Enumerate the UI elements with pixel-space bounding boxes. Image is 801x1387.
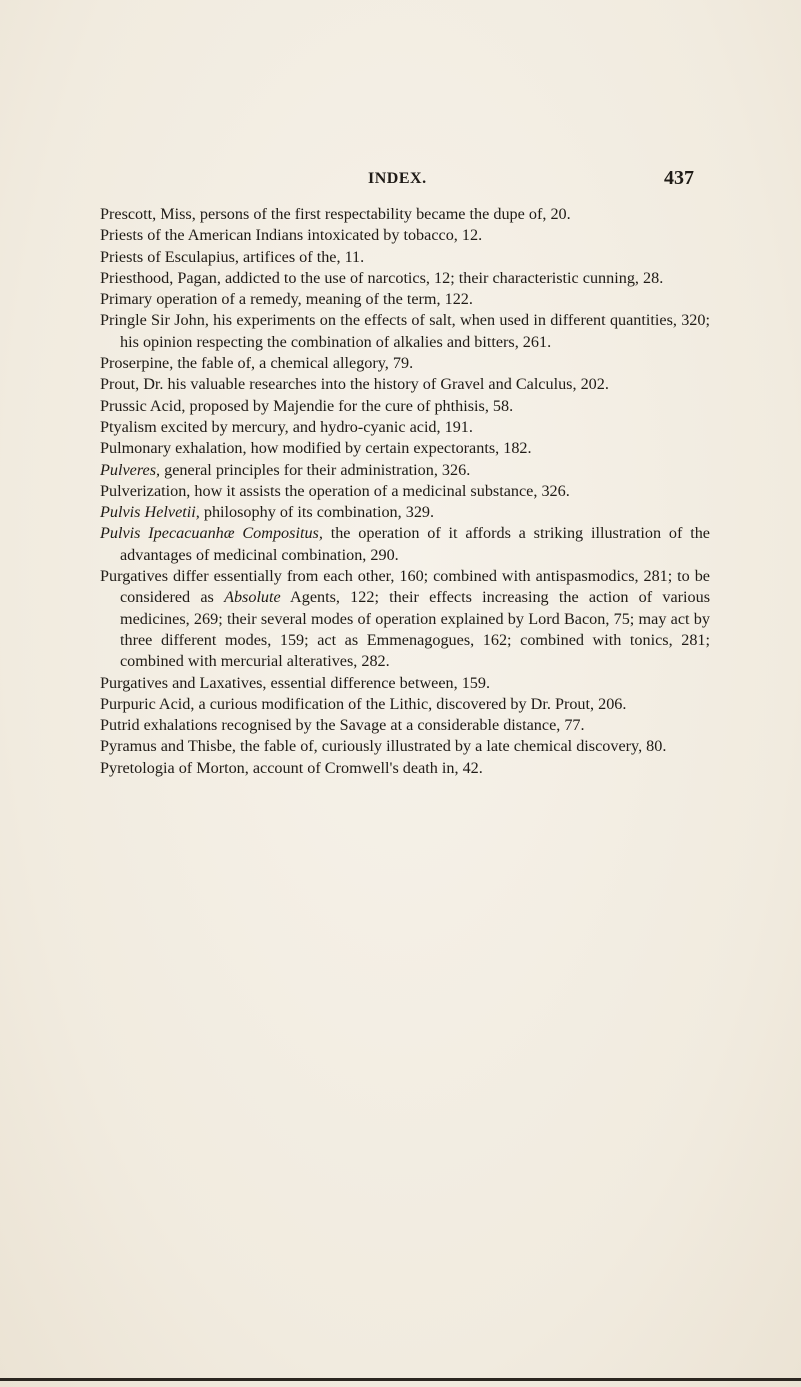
index-entry xyxy=(100,523,710,566)
index-entry xyxy=(100,396,710,417)
entry-text: general principles for their administration, 326. xyxy=(160,460,471,479)
index-entry xyxy=(100,715,710,736)
entry-head: Purgatives xyxy=(100,567,169,586)
page-number: 437 xyxy=(664,167,694,189)
entry-text: persons of the first respectability became the dupe of, 20. xyxy=(195,205,571,223)
entry-head: Pyretologia xyxy=(100,758,175,777)
index-entry xyxy=(100,289,710,310)
entry-head: Prescott, Miss, xyxy=(100,205,196,223)
index-entry xyxy=(100,204,710,225)
entry-head: Priests xyxy=(100,247,144,266)
entry-text: excited by mercury, and hydro-cyanic acid, 191. xyxy=(156,417,473,436)
entry-text: proposed by Majendie for the cure of phthisis, 58. xyxy=(185,396,514,415)
entry-text: and Thisbe, the fable of, curiously illustrated by a late chemical discovery, 80. xyxy=(156,737,667,756)
index-entry xyxy=(100,310,710,353)
entry-text: the operation of it affords a striking illustration of the advantages of medicinal combination, 290. xyxy=(120,524,710,564)
entry-text: Pagan, addicted to the use of narcotics, 12; their characteristic cunning, 28. xyxy=(173,268,664,287)
entry-text: exhalation, how modified by certain expectorants, 182. xyxy=(171,439,532,458)
entry-text: the fable of, a chemical allegory, 79. xyxy=(173,354,414,373)
entry-text: of Esculapius, artifices of the, 11. xyxy=(143,247,365,266)
index-entry xyxy=(100,460,710,481)
index-entry xyxy=(100,694,710,715)
entry-head: Pyramus xyxy=(100,737,157,756)
entry-text: operation of a remedy, meaning of the term, 122. xyxy=(152,290,473,309)
index-entry xyxy=(100,374,710,395)
index-entry xyxy=(100,417,710,438)
entry-head: Prout, xyxy=(100,375,140,394)
entry-head: Pulvis Ipecacuanhæ Compositus, xyxy=(100,524,323,543)
entry-text: of Morton, account of Cromwell's death in, 42. xyxy=(174,758,483,777)
entry-head: Priesthood, xyxy=(100,268,174,287)
entry-head: Purgatives xyxy=(100,673,169,692)
index-entry xyxy=(100,247,710,268)
entry-emphasis: Absolute xyxy=(224,588,281,607)
index-entry xyxy=(100,225,710,246)
index-entry xyxy=(100,736,710,757)
entry-head: Pringle xyxy=(100,311,147,330)
index-entry xyxy=(100,268,710,289)
entry-head: Prussic Acid, xyxy=(100,396,186,415)
index-entry xyxy=(100,758,710,779)
entry-head: Pulveres, xyxy=(100,460,161,479)
index-entry xyxy=(100,481,710,502)
index-entry xyxy=(100,502,710,523)
entry-text: and Laxatives, essential difference between, 159. xyxy=(168,673,491,692)
entry-head: Putrid xyxy=(100,716,140,735)
entry-text: how it assists the operation of a medicinal substance, 326. xyxy=(190,481,570,500)
page-header xyxy=(0,167,801,194)
entry-head: Proserpine, xyxy=(100,354,174,373)
entry-text: exhalations recognised by the Savage at a considerable distance, 77. xyxy=(139,716,585,735)
index-entry xyxy=(100,438,710,459)
entry-head: Ptyalism xyxy=(100,417,157,436)
entry-text: of the American Indians intoxicated by tobacco, 12. xyxy=(143,226,483,245)
entry-head: Priests xyxy=(100,226,144,245)
entry-text: Sir John, his experiments on the effects of salt, when used in different quantities, 320; his opinion respecting the combination of alkalies and bitters, 261. xyxy=(120,311,710,351)
entry-head: Pulverization, xyxy=(100,481,191,500)
running-title: INDEX. xyxy=(368,170,427,187)
index-entry xyxy=(100,673,710,694)
entry-text-continued: Agents, 122; their effects increasing the action of various medicines, 269; their several modes of operation explained by Lord Bacon, 75; may act by three different modes, 159; act as Emmenagogues, 162; combined with tonics, 281; combined with mercurial alteratives, 282. xyxy=(120,588,711,671)
index-entry xyxy=(100,353,710,374)
entry-text: Dr. his valuable researches into the history of Gravel and Calculus, 202. xyxy=(139,375,609,394)
entry-head: Pulmonary xyxy=(100,439,172,458)
bottom-edge-rule xyxy=(0,1378,801,1381)
index-entries xyxy=(100,204,710,779)
entry-head: Primary xyxy=(100,290,153,309)
entry-text: differ essentially from each other, 160; combined with antispasmodics, 281; to be considered as xyxy=(120,567,710,607)
entry-head: Pulvis Helvetii, xyxy=(100,503,200,522)
entry-head: Purpuric Acid, xyxy=(100,694,195,713)
entry-text: philosophy of its combination, 329. xyxy=(199,503,435,522)
entry-text: a curious modification of the Lithic, discovered by Dr. Prout, 206. xyxy=(194,694,627,713)
index-entry xyxy=(100,566,710,672)
